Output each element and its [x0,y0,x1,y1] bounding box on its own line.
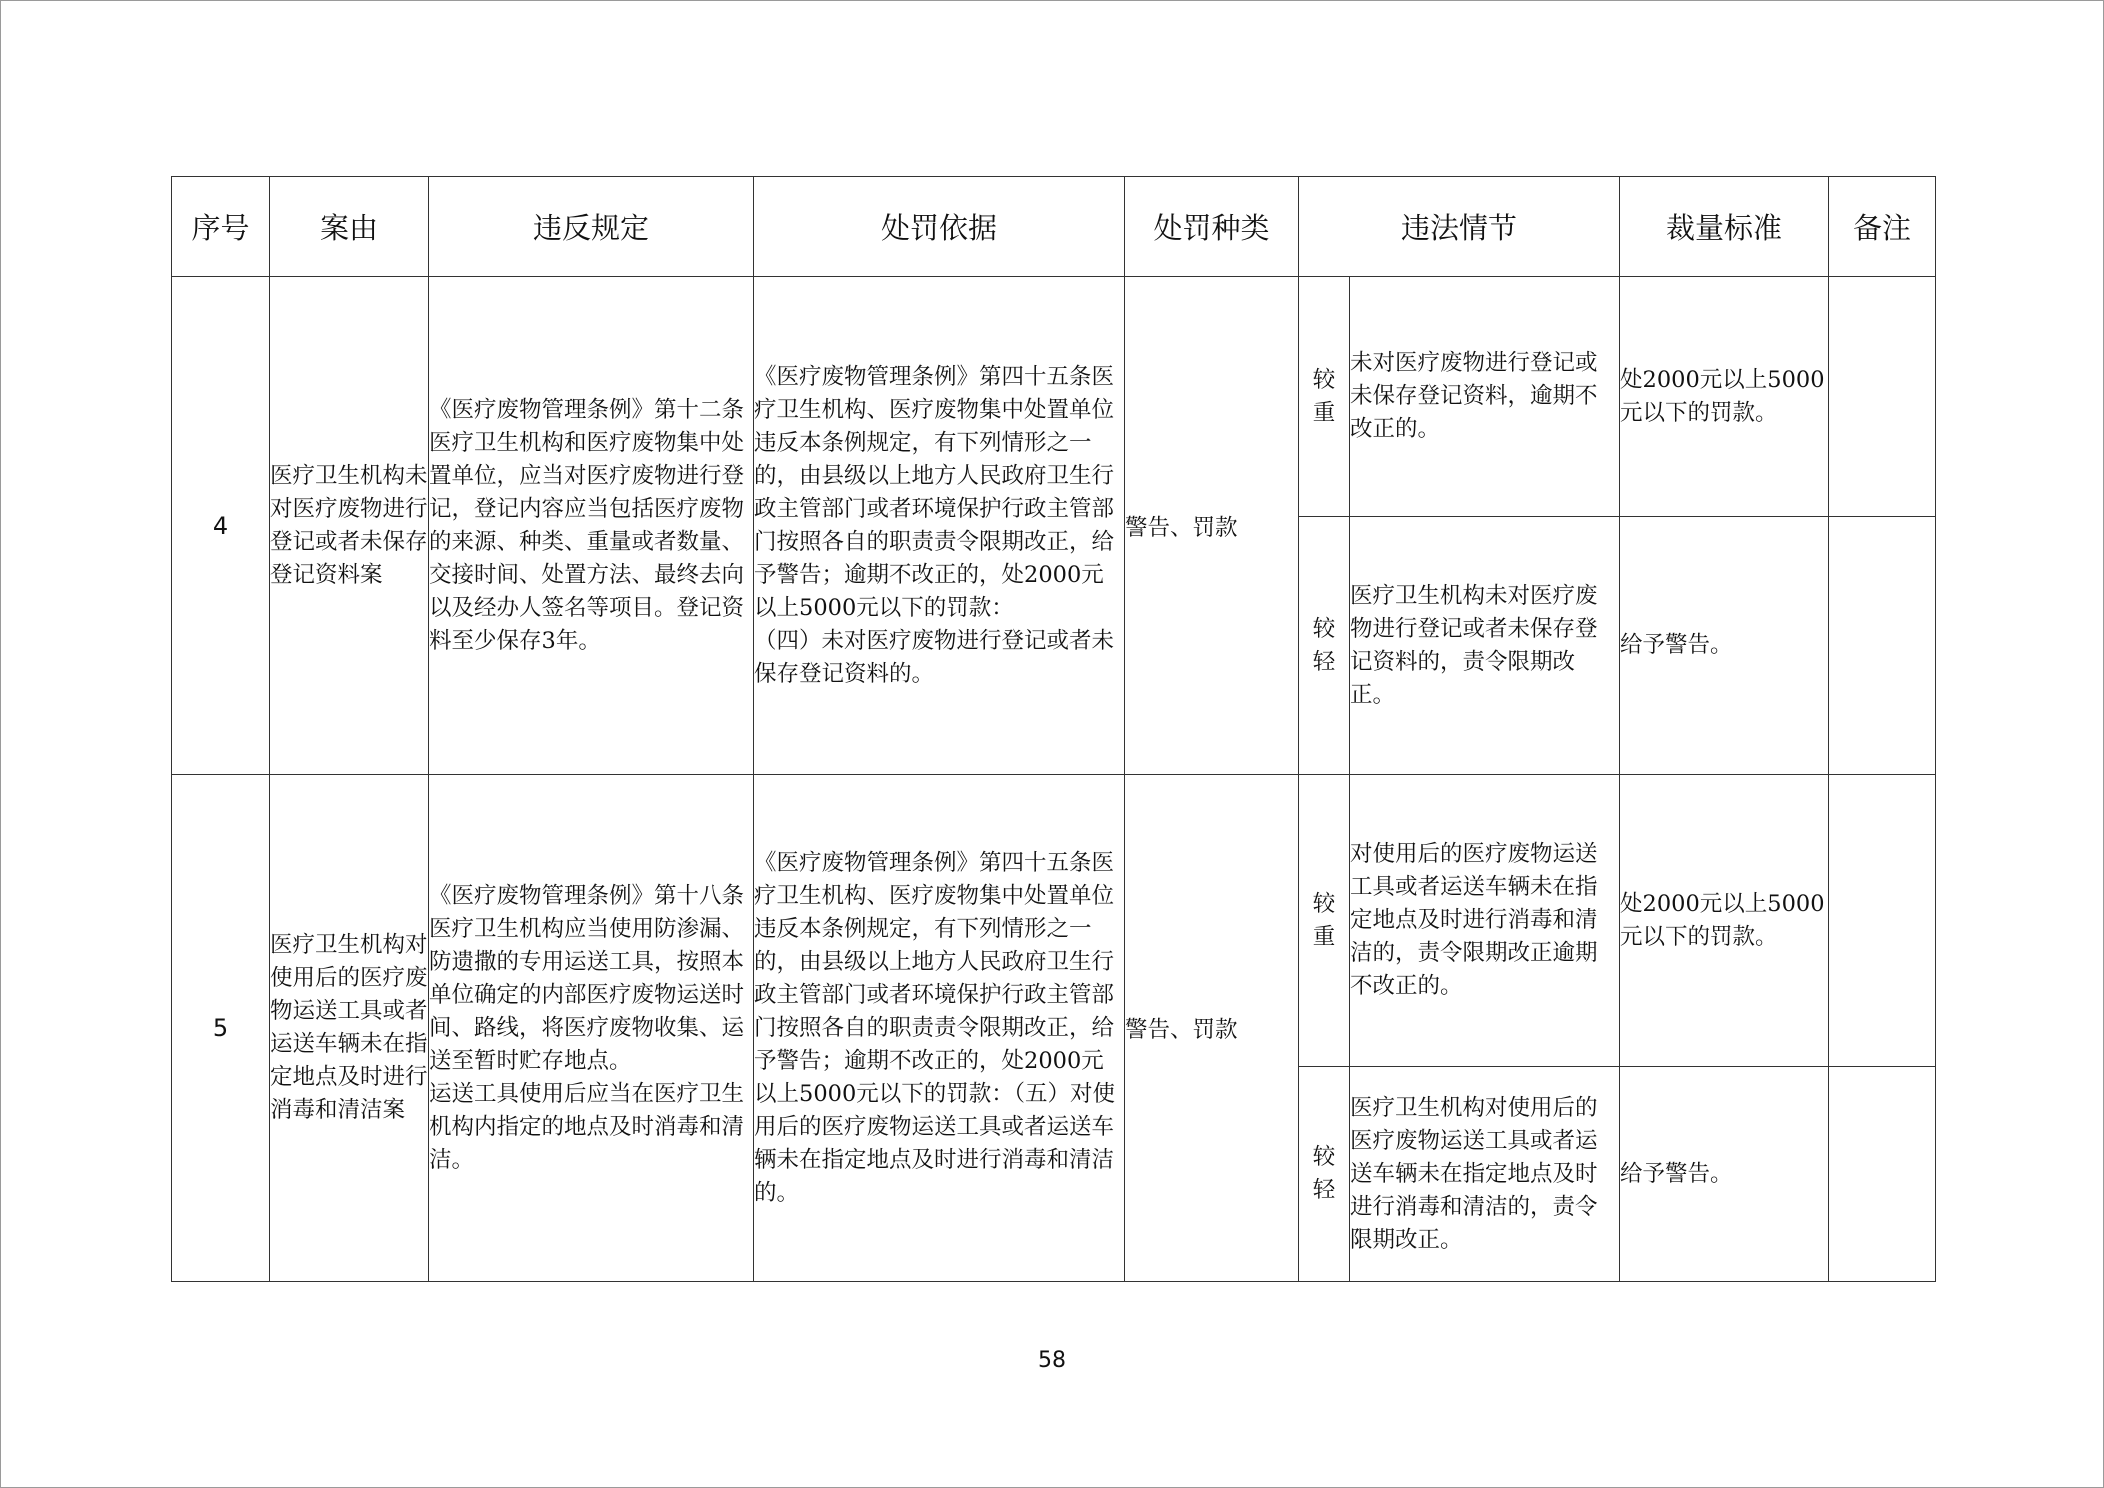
row-standard: 给予警告。 [1620,1067,1829,1282]
header-circumstances: 违法情节 [1299,177,1620,277]
page-number: 58 [1038,1348,1066,1373]
header-cause: 案由 [270,177,429,277]
row-standard: 处2000元以上5000元以下的罚款。 [1620,277,1829,517]
grade-light [1299,517,1350,775]
header-penalty-basis: 处罚依据 [754,177,1125,277]
grade-char: 较 [1312,1144,1336,1170]
grade-char: 较 [1312,890,1336,917]
row-seq: 4 [172,277,270,775]
row-circumstance: 医疗卫生机构对使用后的医疗废物运送工具或者运送车辆未在指定地点及时进行消毒和清洁的，责令限期改正。 [1350,1067,1620,1282]
row-remark [1829,517,1936,775]
table-header-row [172,177,1936,277]
grade-char: 轻 [1312,648,1336,675]
grade-severe [1299,277,1350,517]
row-seq: 5 [172,775,270,1282]
header-seq: 序号 [172,177,270,277]
header-remarks: 备注 [1829,177,1936,277]
grade-char: 较 [1312,615,1336,642]
row-penalty-basis: 《医疗废物管理条例》第四十五条医疗卫生机构、医疗废物集中处置单位违反本条例规定，有下列情形之一的，由县级以上地方人民政府卫生行政主管部门或者环境保护行政主管部门按照各自的职责责令限期改正，给予警告；逾期不改正的，处2000元以上5000元以下的罚款： （四）未对医疗废物进行登记或者未保存登记资料的。 [754,277,1125,775]
row-standard: 给予警告。 [1620,517,1829,775]
row-penalty-basis: 《医疗废物管理条例》第四十五条医疗卫生机构、医疗废物集中处置单位违反本条例规定，有下列情形之一的，由县级以上地方人民政府卫生行政主管部门或者环境保护行政主管部门按照各自的职责责令限期改正，给予警告；逾期不改正的，处2000元以上5000元以下的罚款：（五）对使用后的医疗废物运送工具或者运送车辆未在指定地点及时进行消毒和清洁的。 [754,775,1125,1282]
grade-char: 轻 [1312,1177,1336,1203]
grade-char: 重 [1312,399,1336,426]
grade-severe [1299,775,1350,1067]
grade-light [1299,1067,1350,1282]
row-remark [1829,277,1936,517]
row-standard: 处2000元以上5000元以下的罚款。 [1620,775,1829,1067]
penalty-standards-table [171,176,1936,1282]
row-circumstance: 未对医疗废物进行登记或未保存登记资料，逾期不改正的。 [1350,277,1620,517]
row-cause: 医疗卫生机构未对医疗废物进行登记或者未保存登记资料案 [270,277,429,775]
grade-char: 重 [1312,923,1336,950]
header-violated-rule: 违反规定 [429,177,754,277]
row-cause: 医疗卫生机构对使用后的医疗废物运送工具或者运送车辆未在指定地点及时进行消毒和清洁案 [270,775,429,1282]
row-remark [1829,1067,1936,1282]
table-row [172,775,1936,1067]
row-violated-rule: 《医疗废物管理条例》第十八条医疗卫生机构应当使用防渗漏、防遗撒的专用运送工具，按照本单位确定的内部医疗废物运送时间、路线，将医疗废物收集、运送至暂时贮存地点。 运送工具使用后应当在医疗卫生机构内指定的地点及时消毒和清洁。 [429,775,754,1282]
row-penalty-type: 警告、罚款 [1125,775,1299,1282]
header-penalty-type: 处罚种类 [1125,177,1299,277]
row-circumstance: 对使用后的医疗废物运送工具或者运送车辆未在指定地点及时进行消毒和清洁的，责令限期改正逾期不改正的。 [1350,775,1620,1067]
header-standard: 裁量标准 [1620,177,1829,277]
row-penalty-type: 警告、罚款 [1125,277,1299,775]
row-remark [1829,775,1936,1067]
row-violated-rule: 《医疗废物管理条例》第十二条医疗卫生机构和医疗废物集中处置单位，应当对医疗废物进行登记，登记内容应当包括医疗废物的来源、种类、重量或者数量、交接时间、处置方法、最终去向以及经办人签名等项目。登记资料至少保存3年。 [429,277,754,775]
grade-char: 较 [1312,366,1336,393]
table-row [172,277,1936,517]
row-circumstance: 医疗卫生机构未对医疗废物进行登记或者未保存登记资料的，责令限期改正。 [1350,517,1620,775]
